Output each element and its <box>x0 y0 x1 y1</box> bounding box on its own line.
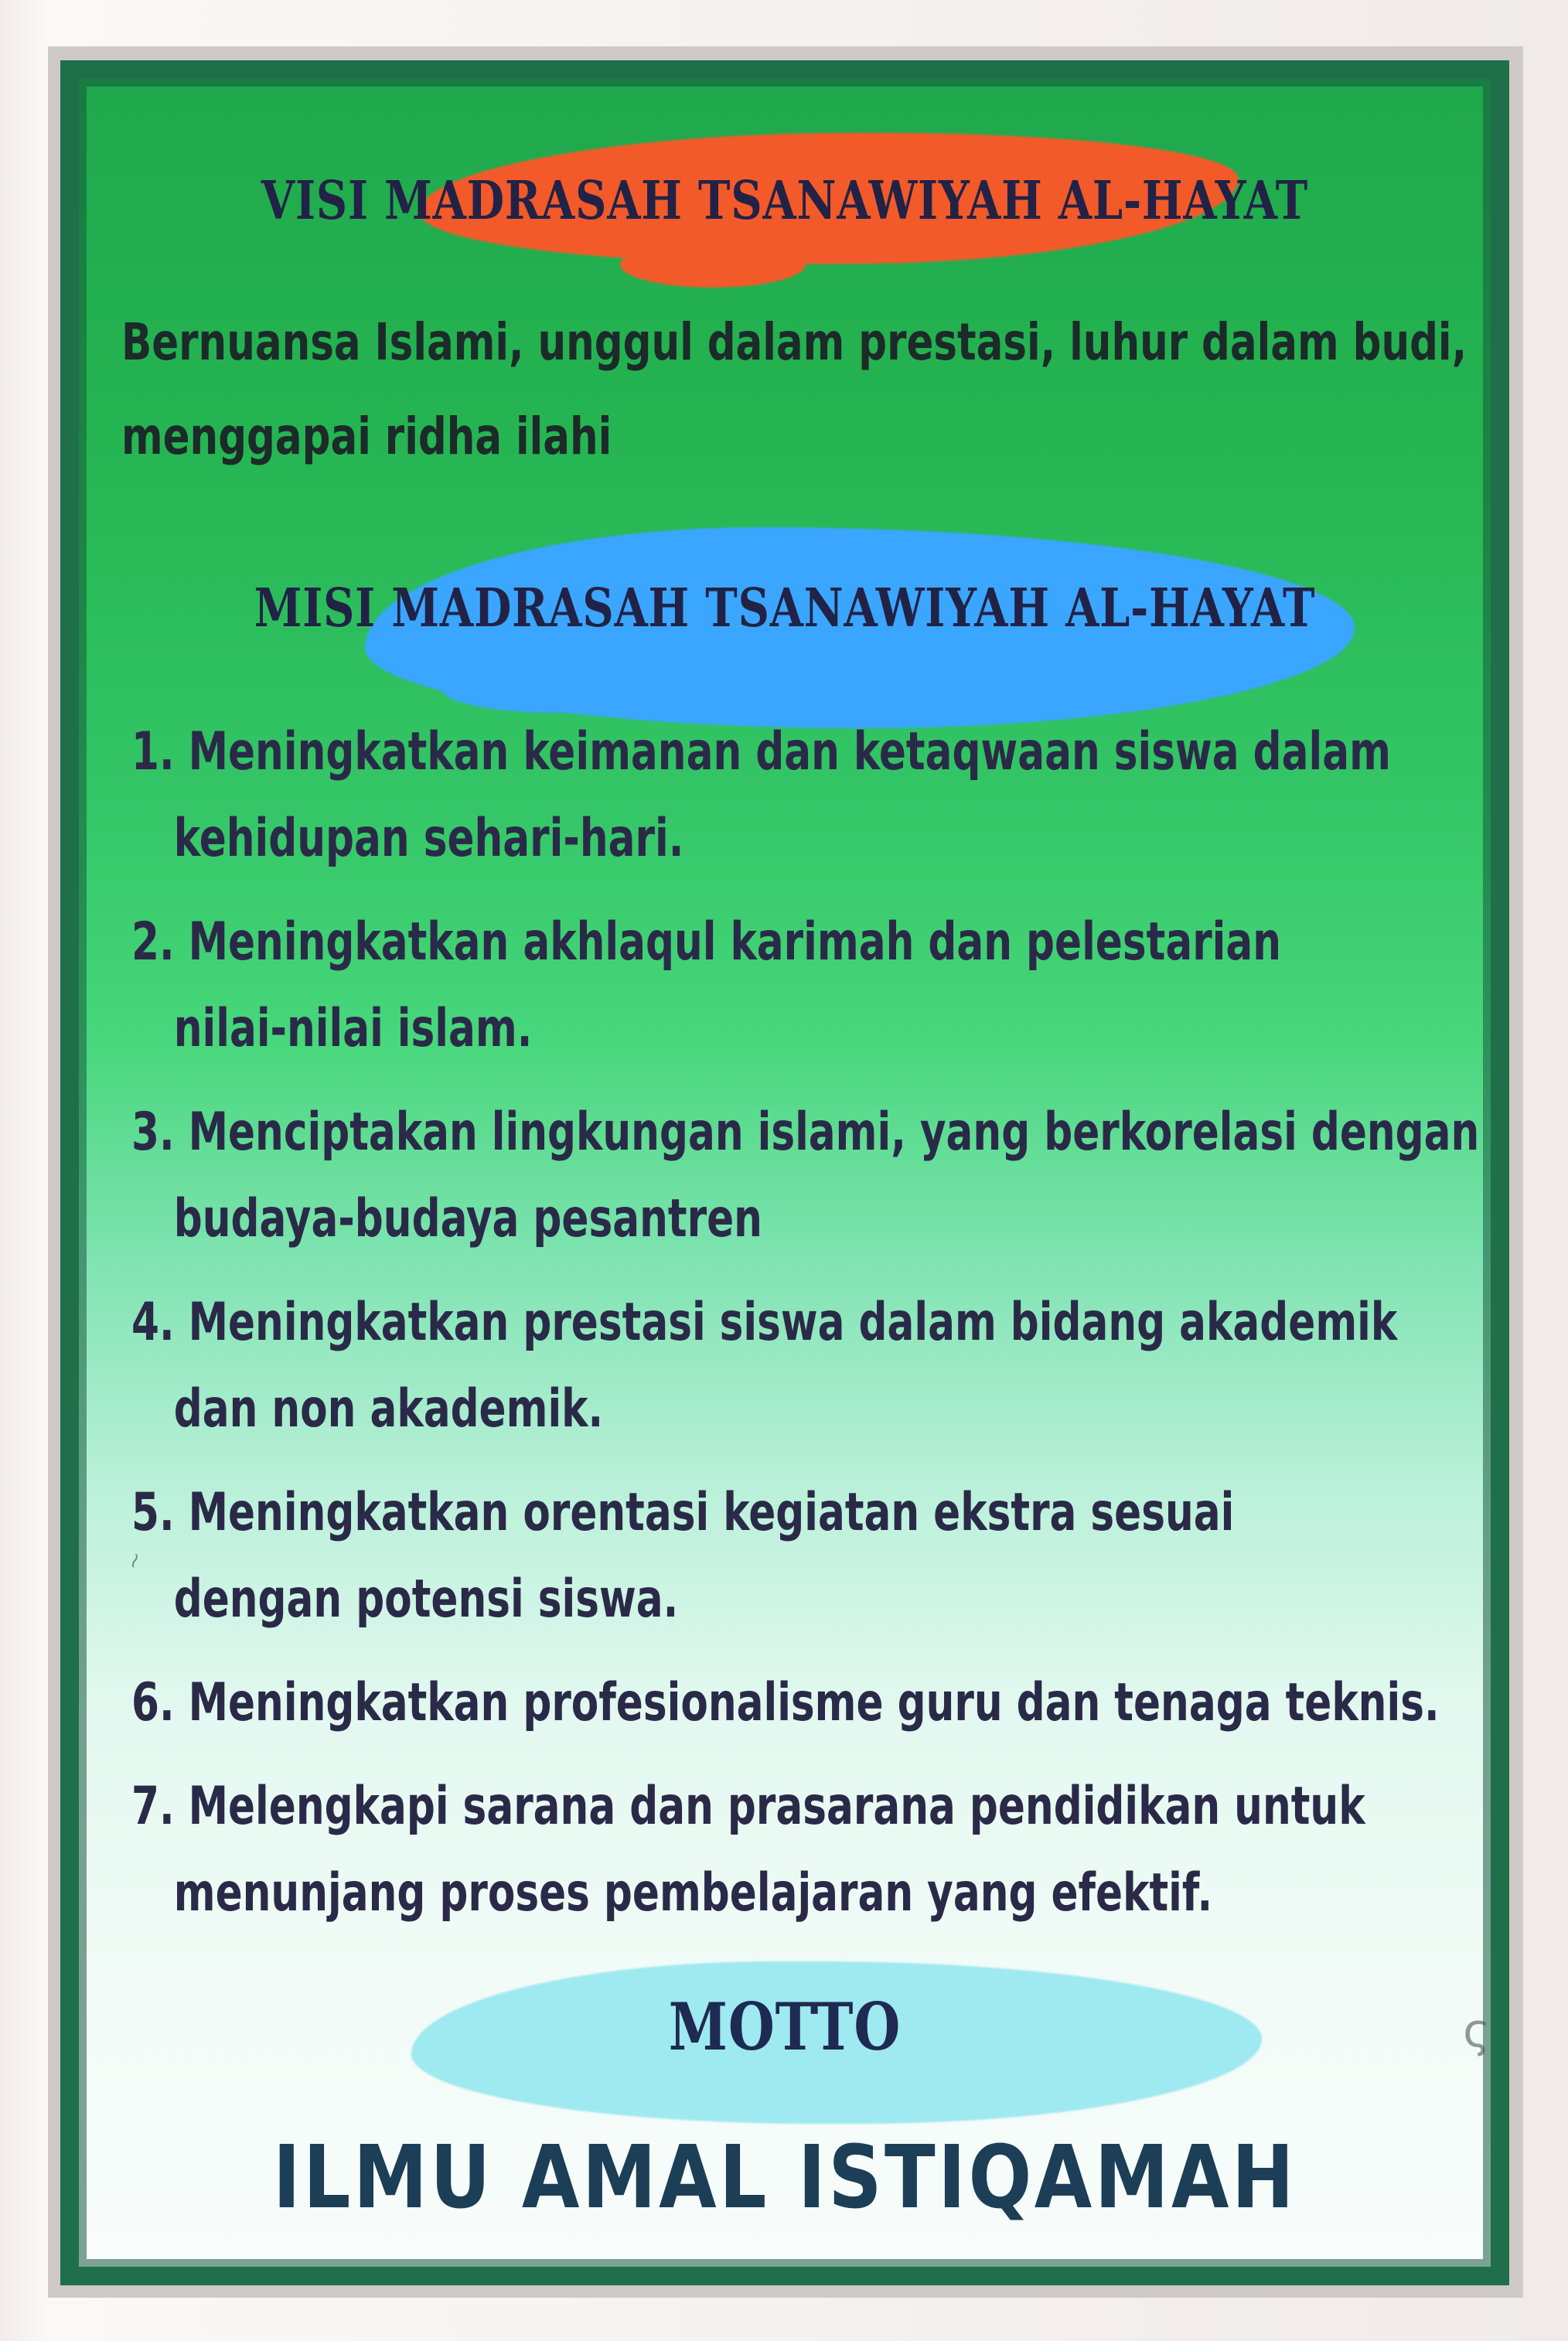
motto-title: MOTTO <box>668 1988 902 2065</box>
mission-line: 6. Meningkatkan profesionalisme guru dan tenaga teknis. <box>131 1672 1440 1733</box>
mission-line: 7. Melengkapi sarana dan prasarana pendidikan untuk <box>131 1776 1365 1837</box>
mission-line: 5. Meningkatkan orentasi kegiatan ekstra sesuai <box>131 1482 1235 1543</box>
mission-paint-splash-drip <box>442 666 674 713</box>
mission-line: 2. Meningkatkan akhlaqul karimah dan pelestarian <box>131 912 1282 973</box>
vision-statement <box>121 295 1467 484</box>
mission-item <box>131 1763 1395 1937</box>
mission-item <box>131 1660 1440 1746</box>
signboard <box>60 60 1509 2285</box>
mission-line: 4. Meningkatkan prestasi siswa dalam bidang akademik <box>131 1292 1398 1353</box>
mission-item <box>131 1280 1398 1453</box>
mission-item <box>131 1470 1395 1643</box>
mission-line-continued: dengan potensi siswa. <box>173 1569 679 1630</box>
mission-title: MISI MADRASAH TSANAWIYAH AL-HAYAT <box>254 578 1316 639</box>
vision-line: menggapai ridha ilahi <box>121 407 612 466</box>
mission-item <box>131 1089 1480 1263</box>
motto-text: ILMU AMAL ISTIQAMAH <box>272 2128 1297 2228</box>
mission-item <box>131 899 1395 1072</box>
mission-line-continued: menunjang proses pembelajaran yang efektif. <box>173 1862 1213 1924</box>
mission-line-continued: kehidupan sehari-hari. <box>173 808 684 869</box>
mission-line: 1. Meningkatkan keimanan dan ketaqwaan siswa dalam <box>131 721 1391 782</box>
vision-title: VISI MADRASAH TSANAWIYAH AL-HAYAT <box>261 170 1309 232</box>
mission-line-continued: dan non akademik. <box>173 1378 604 1440</box>
vision-paint-splash-drip <box>620 241 806 288</box>
mission-line-continued: nilai-nilai islam. <box>173 998 533 1059</box>
scribble-mark: ~ <box>119 1547 150 1574</box>
vision-line: Bernuansa Islami, unggul dalam prestasi, luhur dalam budi, <box>121 312 1467 372</box>
mission-list <box>131 709 1480 1954</box>
mission-line: 3. Menciptakan lingkungan islami, yang berkorelasi dengan <box>131 1102 1480 1163</box>
mission-item <box>131 709 1395 882</box>
scribble-mark: ς <box>1463 2004 1491 2058</box>
mission-line-continued: budaya-budaya pesantren <box>173 1188 762 1249</box>
